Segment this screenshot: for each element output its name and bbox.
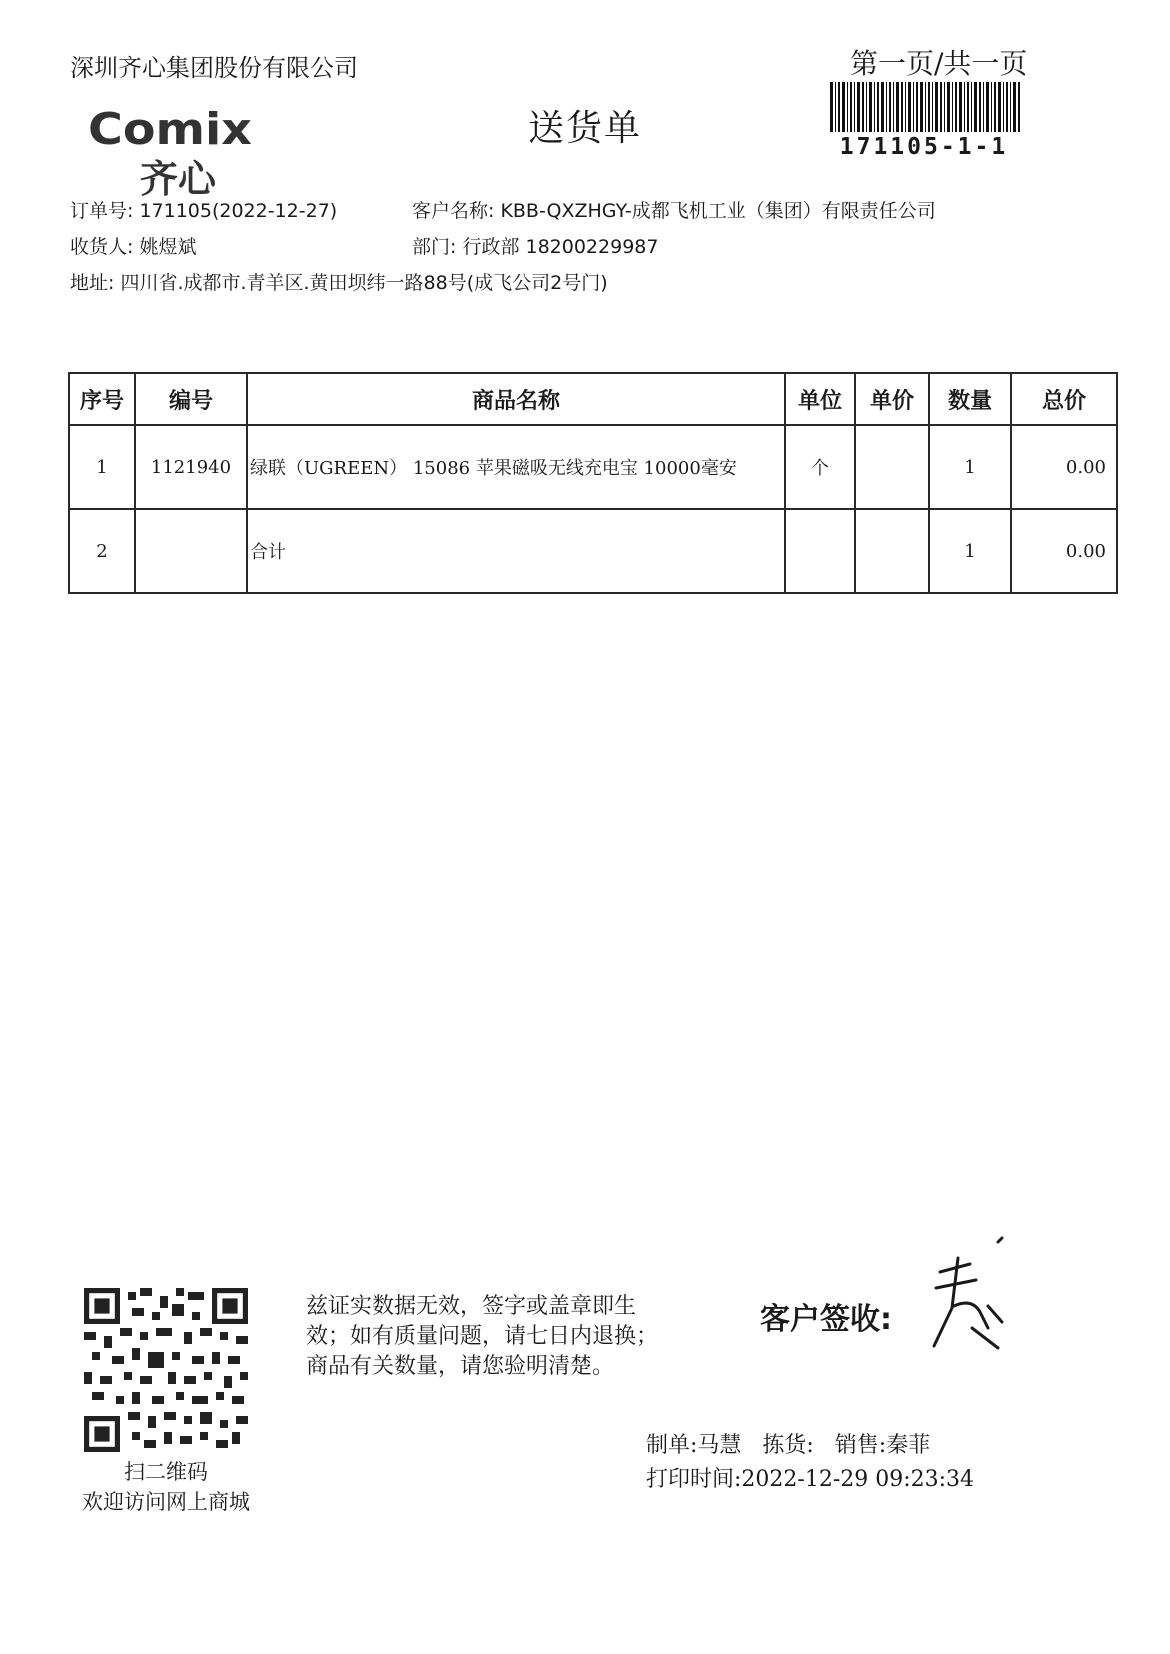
- svg-text:齐心: 齐心: [140, 157, 217, 200]
- notice-line: 兹证实数据无效，签字或盖章即生: [306, 1294, 637, 1319]
- table-row: [69, 425, 1117, 509]
- header-total: 总价: [1011, 373, 1117, 425]
- qr-code: [84, 1288, 248, 1452]
- table-row: [69, 509, 1117, 593]
- header-quantity: 数量: [929, 373, 1011, 425]
- staff-info: 制单:马慧 拣货: 销售:秦菲: [646, 1433, 931, 1458]
- receiver: 收货人: 姚煜斌: [70, 236, 197, 258]
- comix-logo: [88, 104, 308, 200]
- cell-total: 0.00: [1011, 509, 1117, 593]
- cell-product-name: 合计: [247, 509, 785, 593]
- items-table: [68, 372, 1118, 594]
- barcode: [830, 82, 1020, 132]
- cell-unit-price: [855, 425, 929, 509]
- document-title: 送货单: [528, 108, 643, 149]
- header-code: 编号: [135, 373, 247, 425]
- notice-line: 商品有关数量，请您验明清楚。: [306, 1354, 615, 1379]
- department: 部门: 行政部 18200229987: [412, 236, 659, 258]
- notice-text: [306, 1292, 658, 1382]
- address: 地址: 四川省.成都市.青羊区.黄田坝纬一路88号(成飞公司2号门): [70, 272, 608, 294]
- order-number: 订单号: 171105(2022-12-27): [70, 200, 338, 222]
- header-seq: 序号: [69, 373, 135, 425]
- company-name: 深圳齐心集团股份有限公司: [70, 54, 358, 82]
- header-product-name: 商品名称: [247, 373, 785, 425]
- page-indicator: 第一页/共一页: [850, 47, 1028, 80]
- barcode-number: 171105-1-1: [839, 134, 1009, 160]
- qr-caption-scan: 扫二维码: [124, 1460, 208, 1484]
- cell-seq: 2: [69, 509, 135, 593]
- cell-seq: 1: [69, 425, 135, 509]
- cell-quantity: 1: [929, 425, 1011, 509]
- cell-unit: 个: [785, 425, 855, 509]
- customer-sign-label: 客户签收:: [760, 1302, 892, 1337]
- header-unit-price: 单价: [855, 373, 929, 425]
- header-unit: 单位: [785, 373, 855, 425]
- svg-text:Comix: Comix: [88, 104, 252, 155]
- qr-caption-mall: 欢迎访问网上商城: [82, 1490, 250, 1514]
- cell-code: 1121940: [135, 425, 247, 509]
- table-header-row: [69, 373, 1117, 425]
- cell-product-name: 绿联（UGREEN） 15086 苹果磁吸无线充电宝 10000毫安: [247, 425, 785, 509]
- handwritten-signature: [928, 1236, 1008, 1356]
- cell-unit-price: [855, 509, 929, 593]
- print-time: 打印时间:2022-12-29 09:23:34: [646, 1467, 975, 1492]
- cell-total: 0.00: [1011, 425, 1117, 509]
- cell-quantity: 1: [929, 509, 1011, 593]
- cell-code: [135, 509, 247, 593]
- cell-unit: [785, 509, 855, 593]
- customer-name: 客户名称: KBB-QXZHGY-成都飞机工业（集团）有限责任公司: [412, 200, 936, 222]
- notice-line: 效；如有质量问题，请七日内退换；: [306, 1324, 659, 1349]
